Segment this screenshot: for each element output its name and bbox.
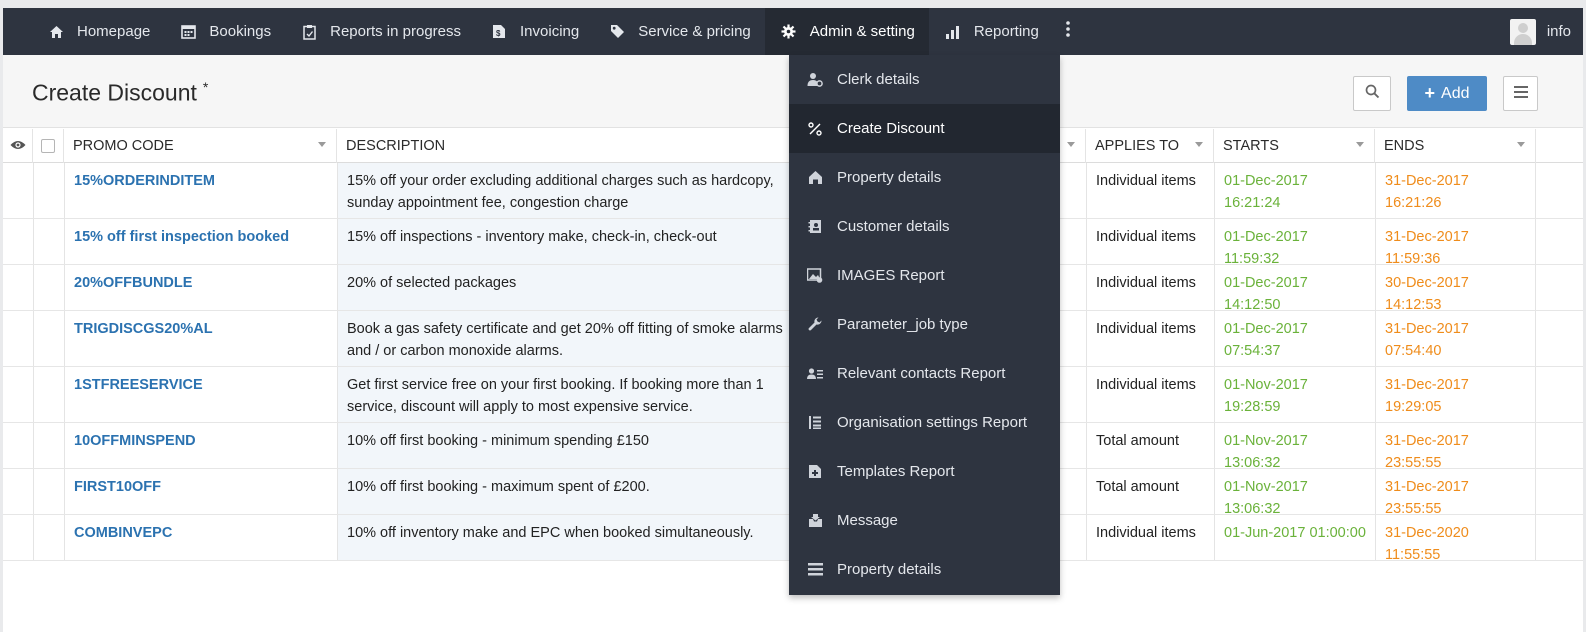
start-date-cell: 01-Dec-2017 14:12:50 [1214, 265, 1375, 310]
contact-list-icon [807, 366, 823, 382]
menu-item-label: Property details [837, 169, 942, 186]
applies-to-cell: Total amount [1086, 423, 1214, 468]
nav-service-pricing[interactable] [593, 8, 765, 55]
description-cell: Book a gas safety certificate and get 20% off fitting of smoke alarms and / or carbon monoxide alarms. [337, 311, 793, 366]
menu-item-organisation-settings-report[interactable] [789, 398, 1060, 447]
menu-item-images-report[interactable] [789, 251, 1060, 300]
menu-item-label: Templates Report [837, 463, 955, 480]
percent-icon [807, 121, 823, 137]
column-header-description[interactable]: DESCRIPTION [337, 129, 1086, 163]
add-button-label: Add [1441, 84, 1470, 102]
promo-code-link[interactable]: 1STFREESERVICE [64, 367, 337, 422]
description-cell: 20% of selected packages [337, 265, 793, 310]
tag-icon [609, 24, 625, 40]
calendar-icon [180, 24, 196, 40]
menu-item-label: Clerk details [837, 71, 920, 88]
column-header-ends[interactable]: ENDS [1375, 129, 1536, 163]
sort-arrow-icon[interactable] [1517, 142, 1525, 147]
sort-arrow-icon[interactable] [318, 142, 326, 147]
description-cell: 15% off inspections - inventory make, check-in, check-out [337, 219, 793, 264]
nav-label: Bookings [209, 23, 272, 40]
inbox-icon [807, 513, 823, 529]
list-menu-button[interactable] [1503, 76, 1538, 111]
svg-text:$: $ [496, 29, 501, 38]
eye-icon [10, 137, 26, 155]
top-navigation [3, 8, 1583, 55]
description-cell: Get first service free on your first booking. If booking more than 1 service, discount will apply to most expensive service. [337, 367, 793, 422]
sort-arrow-icon[interactable] [1195, 142, 1203, 147]
vertical-dots-icon [1066, 21, 1070, 42]
nav-bookings[interactable] [164, 8, 285, 55]
column-header-starts[interactable]: STARTS [1214, 129, 1375, 163]
search-icon [1365, 84, 1380, 104]
promo-code-link[interactable]: TRIGDISCGS20%AL [64, 311, 337, 366]
select-all-checkbox[interactable] [41, 139, 55, 153]
invoice-icon [491, 24, 507, 40]
stack-icon [807, 562, 823, 578]
promo-code-link[interactable]: 10OFFMINSPEND [64, 423, 337, 468]
app-frame [3, 8, 1583, 632]
menu-item-label: IMAGES Report [837, 267, 945, 284]
end-date-cell: 30-Dec-2017 14:12:53 [1375, 265, 1536, 310]
page-title: Create Discount * [32, 79, 209, 106]
applies-to-cell: Individual items [1086, 311, 1214, 366]
more-menu-button[interactable] [1053, 8, 1083, 55]
column-visibility-toggle[interactable] [3, 129, 33, 163]
promo-code-link[interactable]: 15%ORDERINDITEM [64, 163, 337, 218]
start-date-cell: 01-Jun-2017 01:00:00 [1214, 515, 1375, 560]
menu-item-parameter-job-type[interactable] [789, 300, 1060, 349]
end-date-cell: 31-Dec-2017 11:59:36 [1375, 219, 1536, 264]
nav-reporting[interactable] [929, 8, 1053, 55]
applies-to-cell: Individual items [1086, 367, 1214, 422]
hamburger-icon [1514, 85, 1528, 103]
start-date-cell: 01-Dec-2017 11:59:32 [1214, 219, 1375, 264]
end-date-cell: 31-Dec-2017 23:55:55 [1375, 423, 1536, 468]
start-date-cell: 01-Dec-2017 07:54:37 [1214, 311, 1375, 366]
select-all-cell [33, 129, 64, 163]
end-date-cell: 31-Dec-2017 19:29:05 [1375, 367, 1536, 422]
applies-to-cell: Individual items [1086, 219, 1214, 264]
end-date-cell: 31-Dec-2017 07:54:40 [1375, 311, 1536, 366]
start-date-cell: 01-Dec-2017 16:21:24 [1214, 163, 1375, 218]
gear-icon [781, 24, 797, 40]
promo-code-link[interactable]: 15% off first inspection booked [64, 219, 337, 264]
menu-item-label: Relevant contacts Report [837, 365, 1006, 382]
clipboard-icon [301, 24, 317, 40]
nav-label: Reports in progress [330, 23, 462, 40]
menu-item-relevant-contacts-report[interactable] [789, 349, 1060, 398]
add-button[interactable] [1407, 76, 1487, 111]
applies-to-cell: Individual items [1086, 265, 1214, 310]
nav-label: Admin & setting [809, 23, 915, 40]
menu-item-label: Message [837, 512, 898, 529]
house-icon [807, 170, 823, 186]
user-menu[interactable] [1510, 8, 1571, 55]
home-icon [48, 24, 64, 40]
menu-item-property-details[interactable] [789, 153, 1060, 202]
promo-code-link[interactable]: COMBINVEPC [64, 515, 337, 560]
column-header-applies-to[interactable]: APPLIES TO [1086, 129, 1214, 163]
menu-item-label: Customer details [837, 218, 950, 235]
admin-setting-dropdown [789, 55, 1060, 595]
user-gear-icon [807, 72, 823, 88]
menu-item-label: Create Discount [837, 120, 945, 137]
promo-code-link[interactable]: FIRST10OFF [64, 469, 337, 514]
end-date-cell: 31-Dec-2020 11:55:55 [1375, 515, 1536, 560]
nav-label: Reporting [973, 23, 1039, 40]
image-icon [807, 268, 823, 284]
nav-admin-setting[interactable] [765, 8, 929, 55]
end-date-cell: 31-Dec-2017 16:21:26 [1375, 163, 1536, 218]
menu-item-clerk-details[interactable] [789, 55, 1060, 104]
search-button[interactable] [1353, 76, 1391, 111]
sort-arrow-icon[interactable] [1356, 142, 1364, 147]
avatar [1510, 19, 1536, 45]
menu-item-label: Parameter_job type [837, 316, 968, 333]
bar-chart-icon [945, 24, 961, 40]
menu-item-message[interactable] [789, 496, 1060, 545]
menu-item-label: Organisation settings Report [837, 414, 1028, 431]
end-date-cell: 31-Dec-2017 23:55:55 [1375, 469, 1536, 514]
menu-item-create-discount[interactable] [789, 104, 1060, 153]
sort-arrow-icon[interactable] [1067, 142, 1075, 147]
applies-to-cell: Total amount [1086, 469, 1214, 514]
menu-item-property-details-2[interactable] [789, 545, 1060, 594]
start-date-cell: 01-Nov-2017 13:06:32 [1214, 469, 1375, 514]
description-cell: 15% off your order excluding additional charges such as hardcopy, sunday appointment fee, congestion charge [337, 163, 793, 218]
description-cell: 10% off inventory make and EPC when booked simultaneously. [337, 515, 793, 560]
promo-code-link[interactable]: 20%OFFBUNDLE [64, 265, 337, 310]
start-date-cell: 01-Nov-2017 13:06:32 [1214, 423, 1375, 468]
column-header-promo-code[interactable]: PROMO CODE [64, 129, 337, 163]
address-book-icon [807, 219, 823, 235]
wrench-icon [807, 317, 823, 333]
nav-homepage[interactable] [32, 8, 164, 55]
description-cell: 10% off first booking - maximum spent of £200. [337, 469, 793, 514]
nav-invoicing[interactable] [475, 8, 593, 55]
nav-label: Service & pricing [638, 23, 751, 40]
applies-to-cell: Individual items [1086, 163, 1214, 218]
description-cell: 10% off first booking - minimum spending £150 [337, 423, 793, 468]
unsaved-marker: * [202, 79, 209, 95]
user-name: info [1546, 23, 1571, 40]
list-icon [807, 415, 823, 431]
file-plus-icon [807, 464, 823, 480]
start-date-cell: 01-Nov-2017 19:28:59 [1214, 367, 1375, 422]
nav-label: Homepage [77, 23, 151, 40]
menu-item-customer-details[interactable] [789, 202, 1060, 251]
nav-label: Invoicing [520, 23, 580, 40]
plus-icon: + [1424, 83, 1436, 103]
menu-item-templates-report[interactable] [789, 447, 1060, 496]
nav-reports-in-progress[interactable] [285, 8, 475, 55]
menu-item-label: Property details [837, 561, 942, 578]
applies-to-cell: Individual items [1086, 515, 1214, 560]
